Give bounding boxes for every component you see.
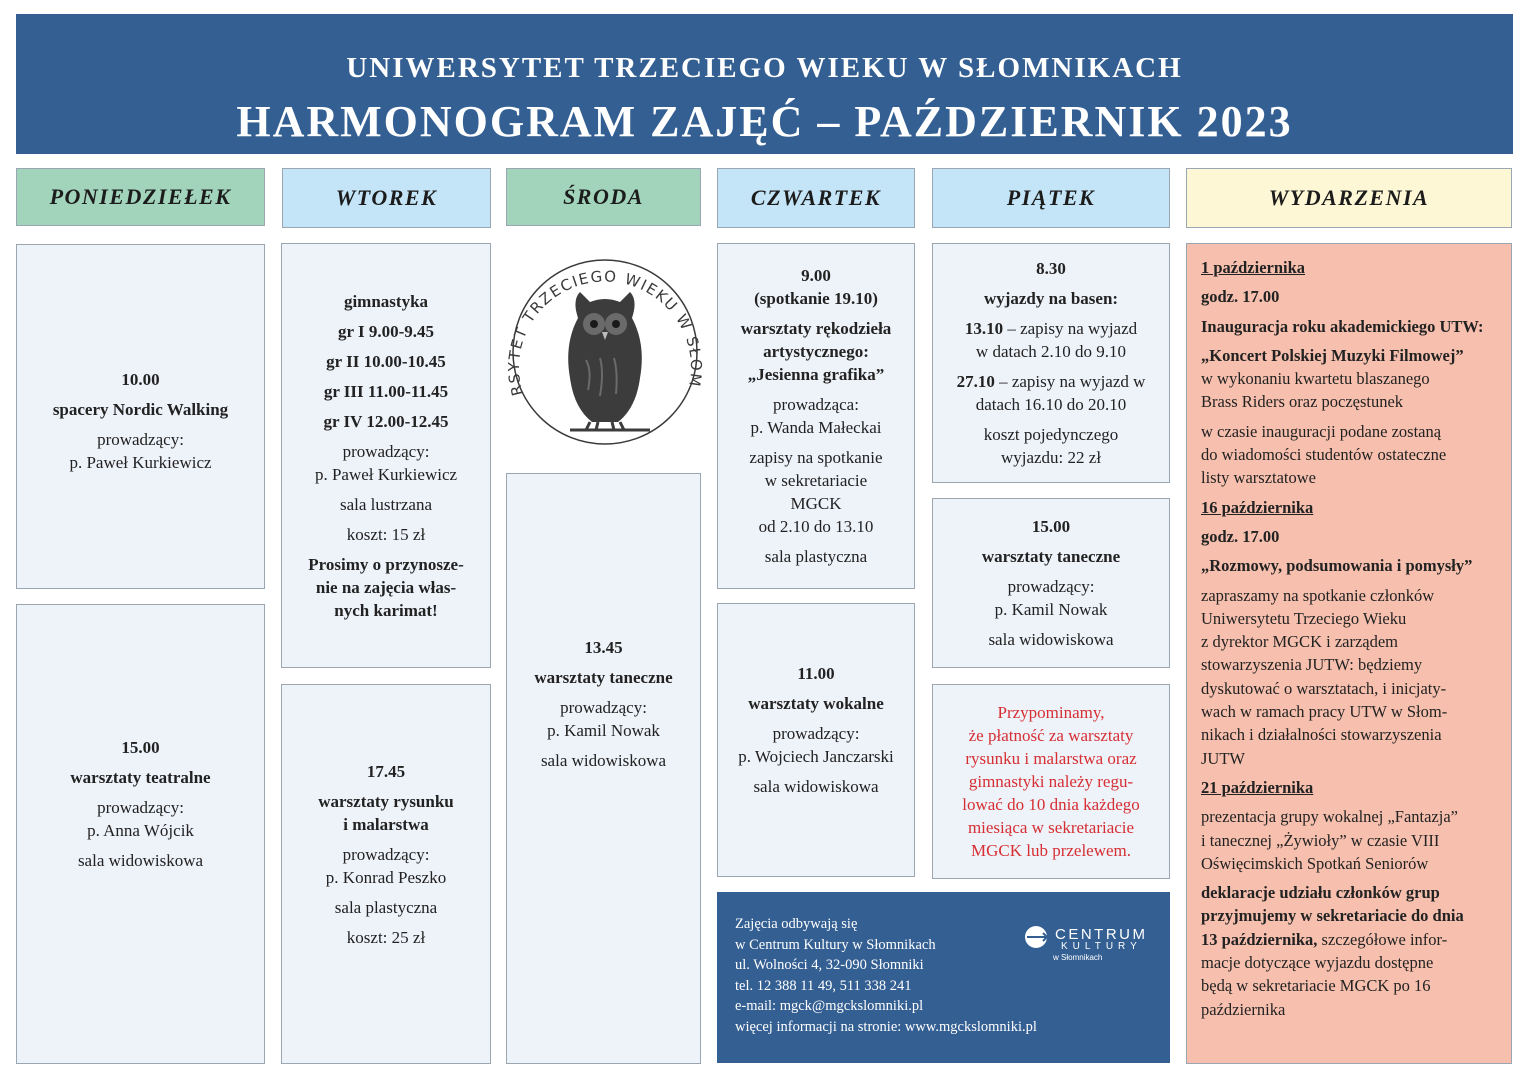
- group-1: gr I 9.00-9.45: [337, 321, 434, 341]
- reminder-line: miesiąca w sekretariacie: [967, 818, 1135, 837]
- phone: tel. 12 388 11 49, 511 338 241: [735, 977, 912, 994]
- event-date: 21 października: [1201, 777, 1314, 797]
- address: ul. Wolności 4, 32-090 Słomniki: [735, 957, 924, 973]
- day-header-tuesday: WTOREK: [282, 168, 491, 228]
- event-time: 15.00: [121, 738, 160, 757]
- day-header-wednesday: ŚRODA: [506, 168, 701, 226]
- event-title: wyjazdy na basen:: [983, 289, 1119, 308]
- event-text: października: [1201, 999, 1286, 1019]
- website: więcej informacji na stronie: www.mgckslomniki.pl: [735, 1018, 1037, 1035]
- events-panel: [1186, 243, 1512, 1064]
- day-header-monday: PONIEDZIEŁEK: [16, 168, 265, 226]
- friday-dance-workshop: [932, 498, 1170, 668]
- reminder-line: lować do 10 dnia każdego: [962, 795, 1140, 814]
- event-text: przyjmujemy w sekretariacie do dnia: [1201, 906, 1464, 926]
- monday-theatre-workshop: [16, 604, 265, 1064]
- tuesday-gymnastics: [281, 243, 491, 668]
- utw-logo: [500, 240, 710, 455]
- note-line: nych karimat!: [334, 600, 438, 620]
- event-title: gimnastyka: [343, 291, 429, 311]
- leader-label: prowadzący:: [1007, 577, 1095, 596]
- day-header-events: WYDARZENIA: [1186, 168, 1512, 228]
- room: sala widowiskowa: [77, 851, 204, 870]
- trip-date: 27.10: [956, 372, 995, 391]
- cost: koszt: 15 zł: [346, 524, 426, 544]
- leader-name: p. Kamil Nowak: [547, 720, 660, 740]
- event-text: szczegółowe infor-: [1317, 929, 1448, 949]
- leader-label: prowadzący:: [560, 697, 647, 717]
- event-time: godz. 17.00: [1201, 287, 1280, 307]
- page-title: HARMONOGRAM ZAJĘĆ – PAŹDZIERNIK 2023: [236, 97, 1293, 146]
- cost: koszt: 25 zł: [346, 927, 426, 947]
- logo-text: KULTURY: [1061, 941, 1142, 952]
- signup-line: w sekretariacie: [764, 471, 868, 490]
- event-text: w czasie inauguracji podane zostaną: [1201, 421, 1442, 441]
- event-text: dyskutować o warsztatach, i inicjaty-: [1201, 678, 1447, 698]
- event-text: i tanecznej „Żywioły” w czasie VIII: [1201, 830, 1440, 850]
- info-line: w Centrum Kultury w Słomnikach: [735, 936, 936, 953]
- event-title: warsztaty taneczne: [534, 667, 673, 687]
- room: sala plastyczna: [334, 897, 438, 917]
- event-text: macje dotyczące wyjazdu dostępne: [1201, 953, 1434, 973]
- leader-label: prowadzący:: [97, 798, 184, 817]
- event-title: „Jesienna grafika”: [747, 365, 885, 384]
- event-time: 9.00: [801, 266, 831, 285]
- event-time: 10.00: [121, 369, 160, 389]
- leader-name: p. Paweł Kurkiewicz: [314, 464, 458, 484]
- event-title: warsztaty rysunku: [318, 791, 454, 811]
- email: e-mail: mgck@mgckslomniki.pl: [735, 998, 924, 1014]
- leader-label: prowadzący:: [97, 429, 184, 449]
- leader-label: prowadząca:: [773, 395, 859, 414]
- centrum-logo-icon: [1023, 924, 1053, 954]
- centrum-kultury-logo: [1023, 920, 1153, 970]
- event-date: 16 października: [1201, 497, 1314, 517]
- leader-name: p. Konrad Peszko: [325, 867, 447, 887]
- friday-swimming-trips: [932, 243, 1170, 483]
- event-title: warsztaty teatralne: [70, 768, 211, 787]
- event-text: nikach i działalności stowarzyszenia: [1201, 725, 1442, 745]
- leader-name: p. Paweł Kurkiewicz: [69, 452, 212, 472]
- trip-text: – zapisy na wyjazd w: [994, 372, 1146, 391]
- event-time: 17.45: [366, 761, 406, 781]
- trip-date: 13.10: [964, 319, 1004, 338]
- event-title: Inauguracja roku akademickiego UTW:: [1201, 316, 1484, 336]
- reminder-line: MGCK lub przelewem.: [970, 841, 1132, 860]
- event-text: JUTW: [1201, 748, 1245, 768]
- group-3: gr III 11.00-11.45: [323, 381, 449, 401]
- leader-name: p. Anna Wójcik: [87, 821, 194, 840]
- event-text: do wiadomości studentów ostateczne: [1201, 445, 1447, 465]
- room: sala widowiskowa: [753, 777, 879, 796]
- logo-ring-text: RSYTET TRZECIEGO WIEKU W SŁOM: [504, 267, 706, 398]
- event-text: będą w sekretariacie MGCK po 16: [1201, 976, 1431, 996]
- wednesday-dance-workshop: [506, 473, 701, 1064]
- event-text: zapraszamy na spotkanie członków: [1201, 585, 1435, 605]
- event-title: warsztaty wokalne: [748, 694, 884, 713]
- info-line: Zajęcia odbywają się: [735, 916, 858, 932]
- group-4: gr IV 12.00-12.45: [323, 411, 449, 431]
- event-text: Oświęcimskich Spotkań Seniorów: [1201, 853, 1429, 873]
- logo-text: CENTRUM: [1055, 926, 1148, 943]
- room: sala lustrzana: [339, 494, 433, 514]
- owl-icon: [500, 240, 710, 455]
- event-time: 15.00: [1031, 517, 1071, 536]
- note-line: nie na zajęcia włas-: [315, 577, 457, 597]
- event-text: w wykonaniu kwartetu blaszanego: [1201, 369, 1430, 389]
- leader-label: prowadzący:: [342, 844, 430, 864]
- trip-line: datach 16.10 do 20.10: [975, 395, 1127, 414]
- logo-text: w Słomnikach: [1053, 953, 1103, 962]
- event-title: artystycznego:: [763, 342, 869, 361]
- event-text: listy warsztatowe: [1201, 468, 1317, 488]
- leader-name: p. Wanda Małeckai: [750, 418, 882, 437]
- reminder-line: gimnastyki należy regu-: [968, 772, 1134, 791]
- cost: koszt pojedynczego: [983, 425, 1119, 444]
- monday-nordic-walking: [16, 244, 265, 589]
- event-text: z dyrektor MGCK i zarządem: [1201, 632, 1399, 652]
- event-time: 8.30: [1036, 259, 1066, 278]
- event-title: spacery Nordic Walking: [52, 399, 229, 419]
- day-header-thursday: CZWARTEK: [717, 168, 915, 228]
- event-title: warsztaty taneczne: [981, 547, 1121, 566]
- room: sala widowiskowa: [540, 750, 667, 770]
- trip-text: – zapisy na wyjazd: [1003, 319, 1138, 338]
- event-text: Uniwersytetu Trzeciego Wieku: [1201, 608, 1407, 628]
- payment-reminder: [932, 684, 1170, 879]
- event-date: 1 października: [1201, 258, 1306, 277]
- contact-info: [717, 892, 1170, 1063]
- signup-line: MGCK: [790, 494, 842, 513]
- event-title: i malarstwa: [343, 814, 429, 834]
- event-text: wach w ramach pracy UTW w Słom-: [1201, 702, 1448, 722]
- event-title: warsztaty rękodzieła: [740, 319, 892, 338]
- event-text: Brass Riders oraz poczęstunek: [1201, 392, 1404, 412]
- room: sala widowiskowa: [988, 630, 1114, 649]
- leader-label: prowadzący:: [342, 441, 430, 461]
- header-subtitle: UNIWERSYTET TRZECIEGO WIEKU W SŁOMNIKACH: [346, 52, 1183, 84]
- event-text: deklaracje udziału członków grup: [1201, 883, 1440, 903]
- event-title: „Koncert Polskiej Muzyki Filmowej”: [1201, 345, 1464, 365]
- event-time: godz. 17.00: [1201, 526, 1280, 546]
- thursday-vocal-workshop: [717, 603, 915, 877]
- trip-line: w datach 2.10 do 9.10: [975, 342, 1127, 361]
- meeting-date: (spotkanie 19.10): [754, 289, 878, 308]
- group-2: gr II 10.00-10.45: [326, 351, 446, 371]
- event-text: prezentacja grupy wokalnej „Fantazja”: [1201, 807, 1458, 827]
- day-header-friday: PIĄTEK: [932, 168, 1170, 228]
- signup-line: od 2.10 do 13.10: [758, 517, 874, 536]
- room: sala plastyczna: [764, 547, 868, 566]
- leader-label: prowadzący:: [772, 724, 860, 743]
- tuesday-drawing-workshop: [281, 684, 491, 1064]
- reminder-line: rysunku i malarstwa oraz: [965, 749, 1137, 768]
- signup-line: zapisy na spotkanie: [749, 448, 883, 467]
- reminder-line: że płatność za warsztaty: [968, 726, 1134, 745]
- trip-1: [965, 317, 1137, 340]
- event-title: „Rozmowy, podsumowania i pomysły”: [1201, 556, 1473, 576]
- thursday-handicraft-workshop: [717, 243, 915, 589]
- event-time: 13.45: [584, 637, 623, 657]
- page-header: [16, 14, 1513, 154]
- cost: wyjazdu: 22 zł: [1000, 448, 1102, 467]
- note-line: Prosimy o przynosze-: [308, 554, 464, 574]
- event-text: stowarzyszenia JUTW: będziemy: [1201, 655, 1423, 675]
- leader-name: p. Kamil Nowak: [994, 600, 1108, 619]
- event-time: 11.00: [797, 664, 835, 683]
- event-text: 13 października,: [1201, 929, 1318, 949]
- trip-2: [957, 370, 1146, 393]
- leader-name: p. Wojciech Janczarski: [738, 747, 894, 766]
- reminder-line: Przypominamy,: [997, 703, 1105, 722]
